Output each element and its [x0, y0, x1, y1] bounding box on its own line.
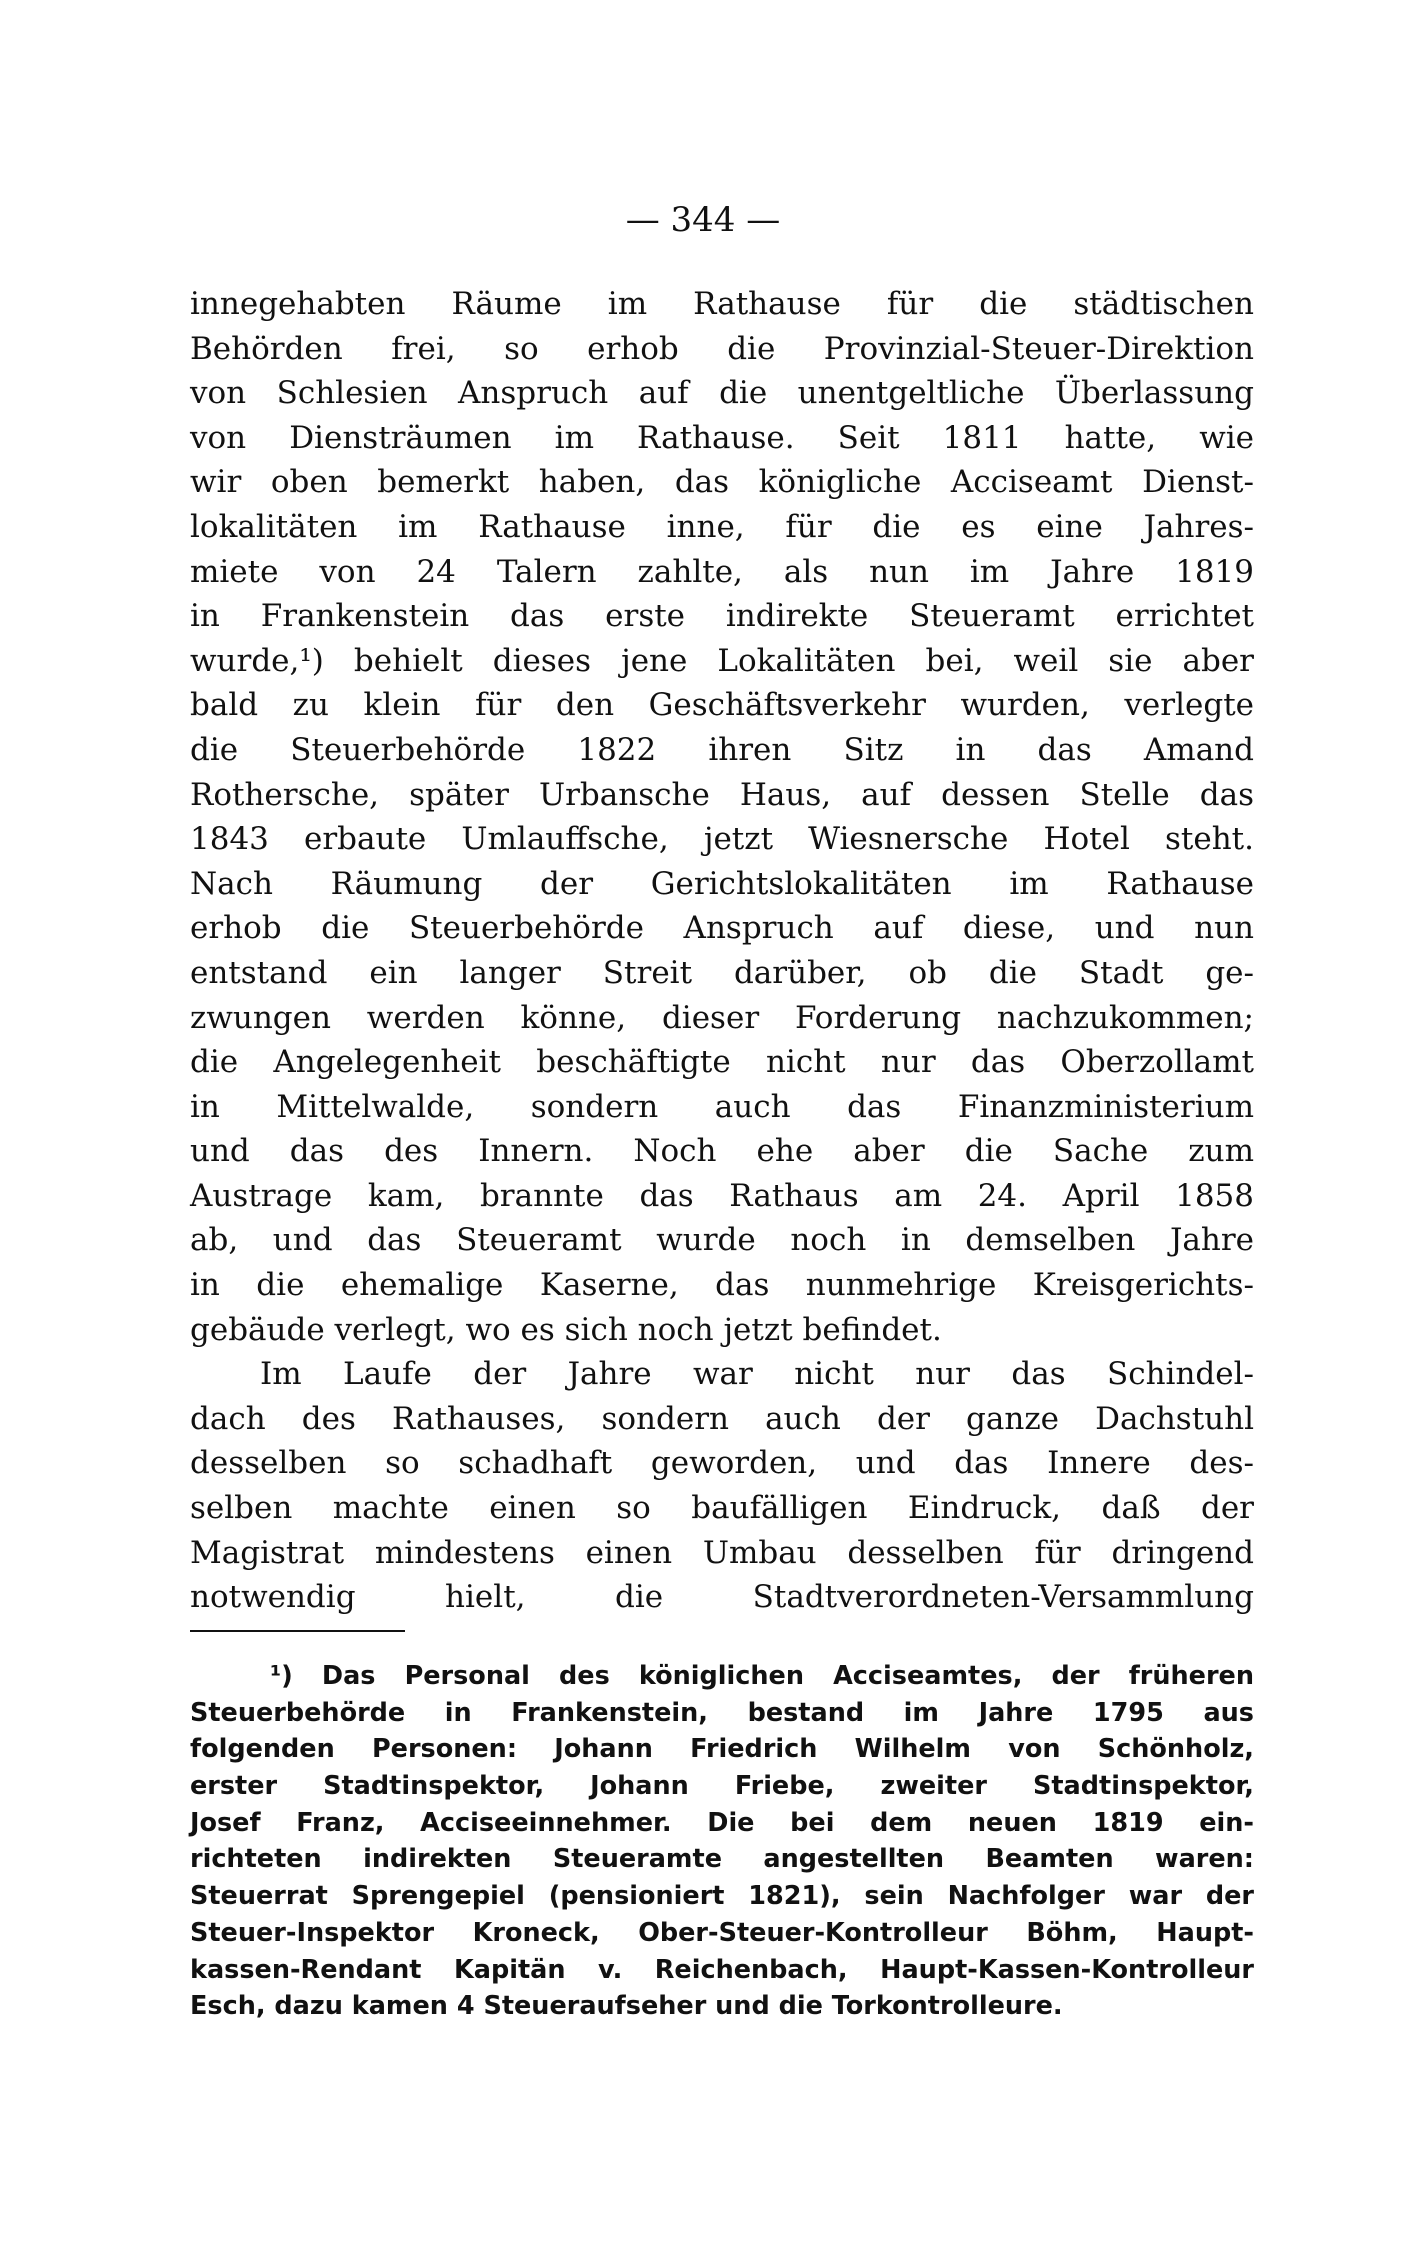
body-line: miete von 24 Talern zahlte, als nun im Jahre 1819	[190, 553, 1254, 590]
body-line: selben machte einen so baufälligen Eindruck, daß der	[190, 1490, 1254, 1527]
body-line: notwendig hielt, die Stadtverordneten-Versammlung	[190, 1579, 1254, 1616]
body-line: lokalitäten im Rathause inne, für die es eine Jahres-	[190, 508, 1254, 545]
footnote-line: folgenden Personen: Johann Friedrich Wilhelm von Schönholz,	[190, 1734, 1254, 1765]
body-line: Rothersche, später Urbansche Haus, auf dessen Stelle das	[190, 776, 1254, 813]
body-line: die Steuerbehörde 1822 ihren Sitz in das Amand	[190, 731, 1254, 768]
body-line: in Mittelwalde, sondern auch das Finanzministerium	[190, 1088, 1254, 1125]
body-line: ab, und das Steueramt wurde noch in demselben Jahre	[190, 1222, 1254, 1259]
body-text	[190, 282, 1254, 1620]
footnote-line: Steuerbehörde in Frankenstein, bestand im Jahre 1795 aus	[190, 1697, 1254, 1728]
body-line: desselben so schadhaft geworden, und das Innere des-	[190, 1445, 1254, 1482]
body-line: gebäude verlegt, wo es sich noch jetzt befindet.	[190, 1311, 942, 1348]
footnote-line: richteten indirekten Steueramte angestellten Beamten waren:	[190, 1844, 1254, 1875]
page-number: — 344 —	[625, 200, 781, 240]
body-line: zwungen werden könne, dieser Forderung nachzukommen;	[190, 999, 1254, 1036]
body-line: und das des Innern. Noch ehe aber die Sache zum	[190, 1133, 1254, 1170]
body-line: in Frankenstein das erste indirekte Steueramt errichtet	[190, 598, 1254, 635]
body-line: von Diensträumen im Rathause. Seit 1811 hatte, wie	[190, 419, 1254, 456]
footnote-line: erster Stadtinspektor, Johann Friebe, zweiter Stadtinspektor,	[190, 1771, 1254, 1802]
body-line: bald zu klein für den Geschäftsverkehr wurden, verlegte	[190, 687, 1254, 724]
footnote-line: Steuerrat Sprengepiel (pensioniert 1821), sein Nachfolger war der	[190, 1881, 1254, 1912]
footnote	[190, 1658, 1254, 2025]
body-line-with-footnote-ref: wurde,¹) behielt dieses jene Lokalitäten bei, weil sie aber	[190, 642, 1254, 679]
footnote-line: ¹) Das Personal des königlichen Acciseamtes, der früheren	[270, 1661, 1254, 1691]
footnote-line: kassen-Rendant Kapitän v. Reichenbach, Haupt-Kassen-Kontrolleur	[190, 1954, 1254, 1985]
body-line: Behörden frei, so erhob die Provinzial-Steuer-Direktion	[190, 330, 1254, 367]
body-line: von Schlesien Anspruch auf die unentgeltliche Überlassung	[190, 375, 1254, 412]
body-line: innegehabten Räume im Rathause für die städtischen	[190, 286, 1254, 322]
body-line: 1843 erbaute Umlauffsche, jetzt Wiesnersche Hotel steht.	[190, 821, 1254, 858]
body-line: Austrage kam, brannte das Rathaus am 24. April 1858	[190, 1177, 1254, 1214]
footnote-line: Josef Franz, Acciseeinnehmer. Die bei dem neuen 1819 ein-	[190, 1807, 1254, 1838]
footnote-divider	[190, 1630, 405, 1632]
footnote-line: Steuer-Inspektor Kroneck, Ober-Steuer-Kontrolleur Böhm, Haupt-	[190, 1917, 1254, 1948]
body-line: Nach Räumung der Gerichtslokalitäten im Rathause	[190, 865, 1254, 902]
body-line: Magistrat mindestens einen Umbau desselben für dringend	[190, 1534, 1254, 1571]
body-line: dach des Rathauses, sondern auch der ganze Dachstuhl	[190, 1400, 1254, 1437]
footnote-line: Esch, dazu kamen 4 Steueraufseher und die Torkontrolleure.	[190, 1991, 1063, 2022]
body-line: Im Laufe der Jahre war nicht nur das Schindel-	[260, 1356, 1254, 1393]
body-line: in die ehemalige Kaserne, das nunmehrige Kreisgerichts-	[190, 1267, 1254, 1304]
body-line: entstand ein langer Streit darüber, ob die Stadt ge-	[190, 954, 1254, 991]
body-line: erhob die Steuerbehörde Anspruch auf diese, und nun	[190, 910, 1254, 947]
body-line: die Angelegenheit beschäftigte nicht nur das Oberzollamt	[190, 1044, 1254, 1081]
body-line: wir oben bemerkt haben, das königliche Acciseamt Dienst-	[190, 464, 1254, 501]
